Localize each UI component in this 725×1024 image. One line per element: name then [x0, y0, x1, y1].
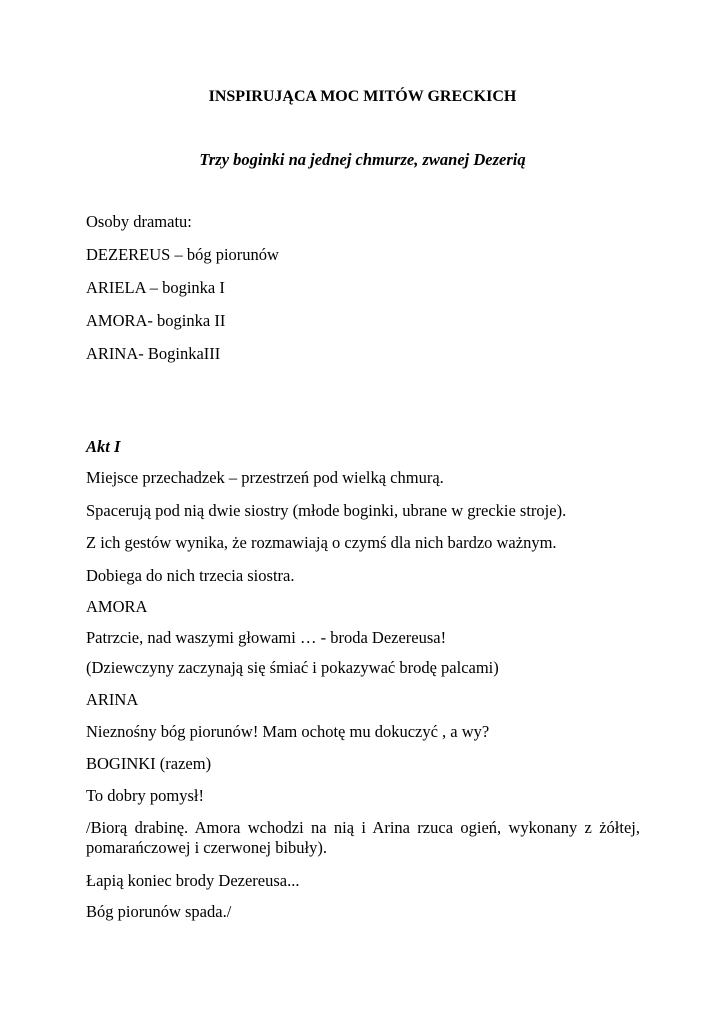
speaker-name: ARINA	[86, 690, 139, 709]
stage-direction: /Biorą drabinę. Amora wchodzi na nią i Arina rzuca ogień, wykonany z żółtej, pomarańczowej i czerwonej bibuły).	[86, 818, 640, 857]
stage-direction: Miejsce przechadzek – przestrzeń pod wielką chmurą.	[86, 468, 444, 487]
stage-direction: (Dziewczyny zaczynają się śmiać i pokazywać brodę palcami)	[86, 658, 499, 677]
cast-item: DEZEREUS – bóg piorunów	[86, 245, 279, 264]
dialogue-line: To dobry pomysł!	[86, 786, 205, 805]
stage-direction: Bóg piorunów spada./	[86, 902, 232, 921]
cast-heading: Osoby dramatu:	[86, 212, 192, 231]
stage-direction: Łapią koniec brody Dezereusa...	[86, 871, 300, 890]
cast-item: ARIELA – boginka I	[86, 278, 225, 297]
cast-item: AMORA- boginka II	[86, 311, 226, 330]
cast-item: ARINA- BoginkaIII	[86, 344, 221, 363]
stage-direction: Dobiega do nich trzecia siostra.	[86, 566, 295, 585]
stage-direction: Z ich gestów wynika, że rozmawiają o czymś dla nich bardzo ważnym.	[86, 533, 557, 552]
speaker-name: AMORA	[86, 597, 148, 616]
document-subtitle: Trzy boginki na jednej chmurze, zwanej Dezerią	[199, 150, 526, 169]
dialogue-line: Patrzcie, nad waszymi głowami … - broda Dezereusa!	[86, 628, 447, 647]
document-title: INSPIRUJĄCA MOC MITÓW GRECKICH	[208, 88, 517, 105]
stage-direction: Spacerują pod nią dwie siostry (młode boginki, ubrane w greckie stroje).	[86, 501, 567, 520]
speaker-name: BOGINKI (razem)	[86, 754, 212, 773]
act-heading: Akt I	[86, 437, 121, 456]
dialogue-line: Nieznośny bóg piorunów! Mam ochotę mu dokuczyć , a wy?	[86, 722, 490, 741]
